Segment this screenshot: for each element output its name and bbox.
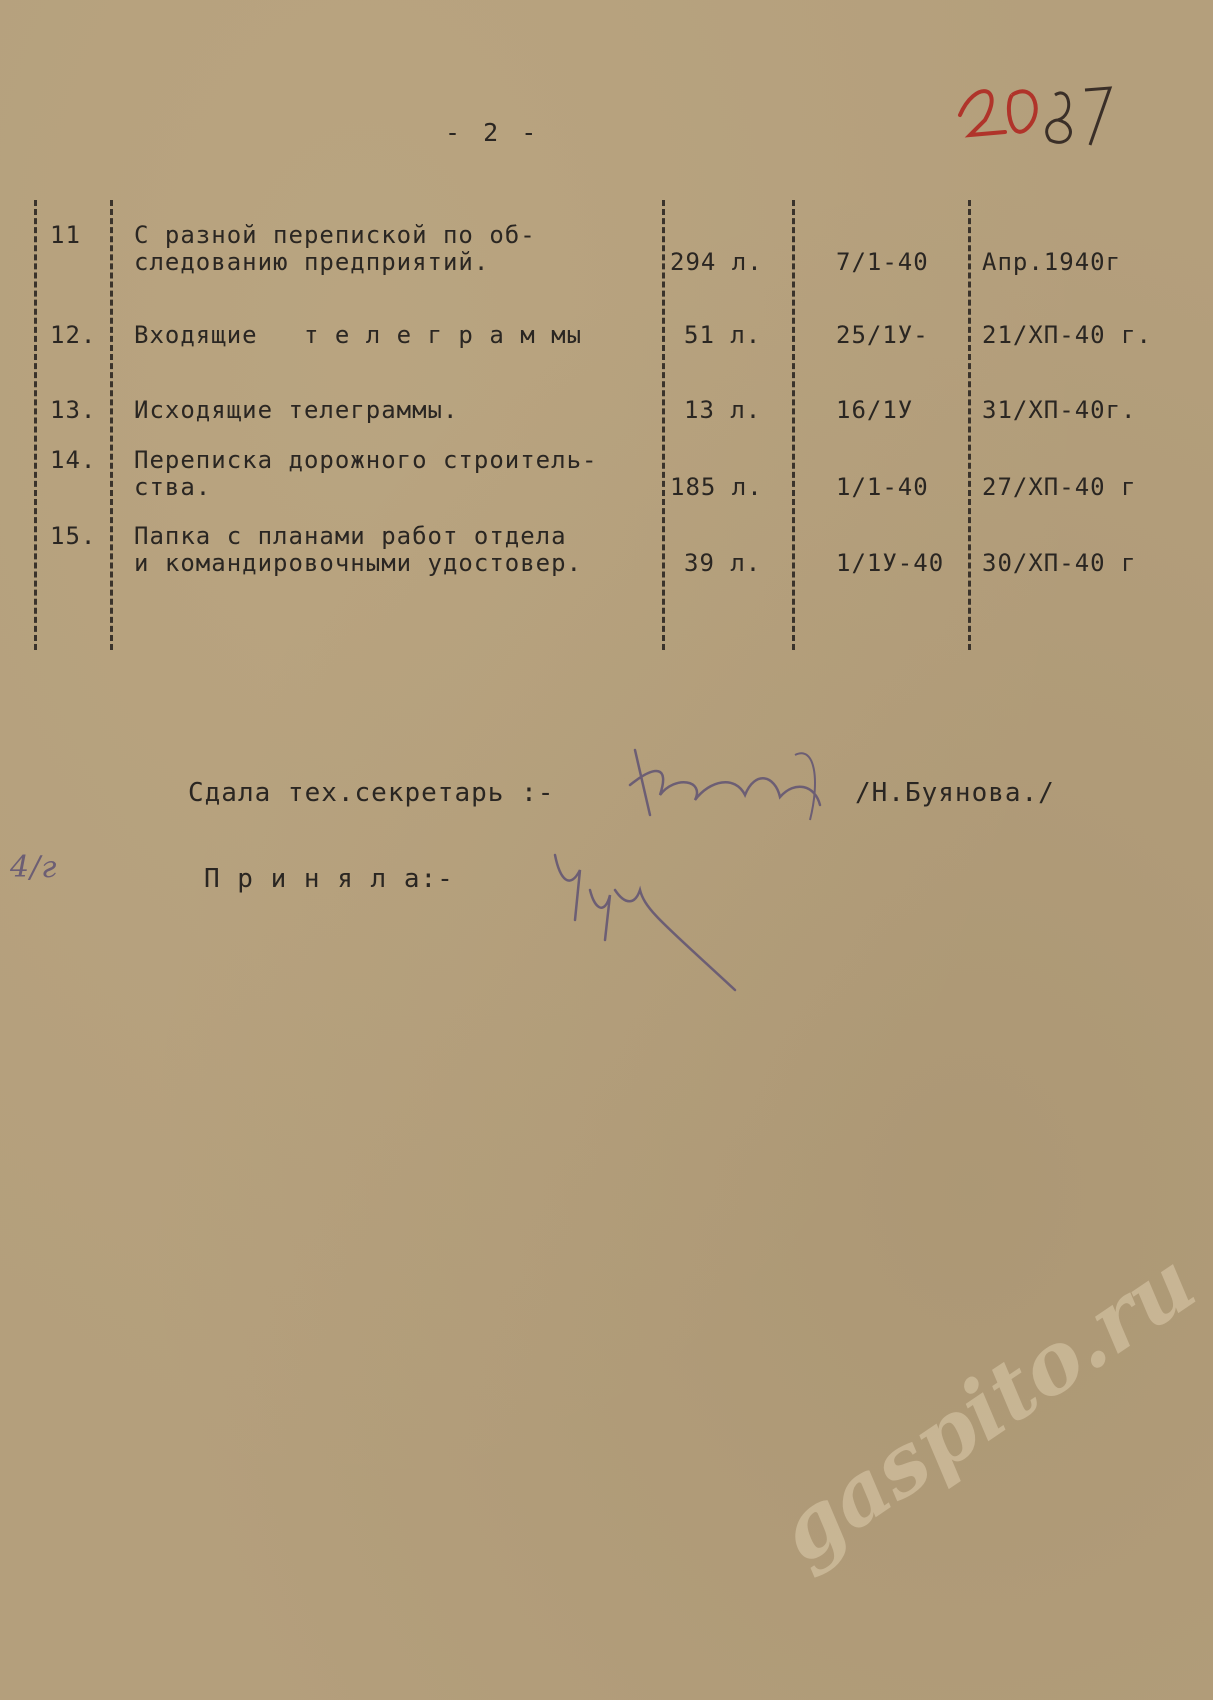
row-description: Папка с планами работ отдела и командировочными удостовер. — [134, 522, 583, 577]
archive-sheet-number — [950, 60, 1120, 150]
handed-over-signature — [615, 735, 845, 835]
handed-over-label: Сдала тех.секретарь :- — [188, 778, 555, 808]
row-end-date: 30/ХП-40 г — [982, 549, 1137, 577]
row-start-date: 1/1У-40 — [836, 549, 945, 577]
column-rule — [662, 200, 665, 650]
row-sheets: 294 л. — [670, 248, 763, 276]
row-description: Входящие т е л е г р а м мы — [134, 321, 583, 349]
row-sheets: 51 л. — [684, 321, 762, 349]
row-description: Переписка дорожного строитель- ства. — [134, 446, 598, 501]
row-description: С разной перепиской по об- следованию предприятий. — [134, 221, 536, 276]
column-rule — [110, 200, 113, 650]
watermark: gaspito.ru — [760, 1232, 1213, 1583]
row-number: 13. — [50, 396, 97, 424]
row-start-date: 1/1-40 — [836, 473, 929, 501]
row-number: 15. — [50, 522, 97, 550]
row-start-date: 25/1У- — [836, 321, 929, 349]
page-number: - 2 - — [445, 118, 541, 147]
row-end-date: Апр.1940г — [982, 248, 1122, 276]
row-sheets: 185 л. — [670, 473, 763, 501]
row-start-date: 7/1-40 — [836, 248, 929, 276]
svg-text:20 87: 20 87 — [950, 60, 954, 61]
column-rule — [792, 200, 795, 650]
received-signature — [545, 850, 745, 1000]
row-sheets: 39 л. — [684, 549, 762, 577]
row-end-date: 21/ХП-40 г. — [982, 321, 1152, 349]
received-label: П р и н я л а:- — [204, 864, 454, 894]
handed-over-name: /Н.Буянова./ — [855, 778, 1055, 808]
row-sheets: 13 л. — [684, 396, 762, 424]
column-rule — [968, 200, 971, 650]
row-number: 14. — [50, 446, 97, 474]
row-description: Исходящие телеграммы. — [134, 396, 459, 424]
column-rule — [34, 200, 37, 650]
row-start-date: 16/1У — [836, 396, 914, 424]
row-number: 12. — [50, 321, 97, 349]
row-end-date: 31/ХП-40г. — [982, 396, 1137, 424]
row-end-date: 27/ХП-40 г — [982, 473, 1137, 501]
row-number: 11 — [50, 221, 81, 249]
margin-note: 4/г — [10, 850, 58, 885]
